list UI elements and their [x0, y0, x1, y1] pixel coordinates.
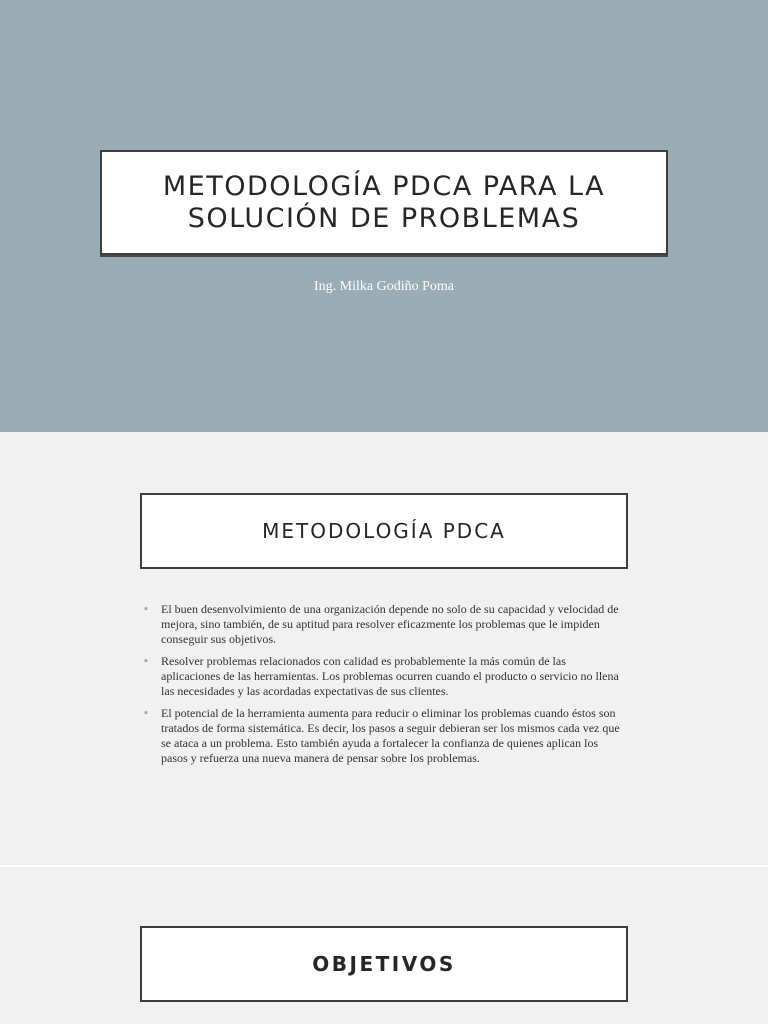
bullet-text: El potencial de la herramienta aumenta para reducir o eliminar los problemas cuando éstos son tratados de forma sistemática. Es decir, los pasos a seguir debieran ser los mismos cada vez que se ataca a un problema. Esto también ayuda a fortalecer la confianza de quienes aplican los pasos y refuerza una nueva manera de pensar sobre los problemas.: [161, 706, 620, 765]
presentation-title: [163, 171, 605, 235]
bullet-item: [144, 706, 624, 766]
bullet-item: [144, 654, 624, 699]
title-line-2: SOLUCIÓN DE PROBLEMAS: [187, 202, 581, 234]
bullet-list: [144, 602, 624, 773]
slide-title-box: [140, 493, 628, 569]
title-box: [100, 150, 668, 255]
presentation-author: Ing. Milka Godiño Poma: [314, 279, 454, 294]
title-line-1: METODOLOGÍA PDCA PARA LA: [162, 170, 606, 202]
bullet-marker-icon: ▪: [144, 707, 148, 719]
content-slide-objetivos: [0, 867, 768, 1024]
content-slide-pdca: [0, 432, 768, 865]
slide-title-box: [140, 926, 628, 1002]
slide-title: OBJETIVOS: [312, 952, 456, 976]
bullet-text: El buen desenvolvimiento de una organización depende no solo de su capacidad y velocidad de mejora, sino también, de su aptitud para resolver eficazmente los problemas que le impiden conseguir sus objetivos.: [161, 602, 619, 646]
bullet-marker-icon: ▪: [144, 603, 148, 615]
bullet-item: [144, 602, 624, 647]
bullet-marker-icon: ▪: [144, 655, 148, 667]
title-slide: [0, 0, 768, 432]
slide-title: METODOLOGÍA PDCA: [262, 519, 506, 543]
bullet-text: Resolver problemas relacionados con calidad es probablemente la más común de las aplicaciones de las herramientas. Los problemas ocurren cuando el producto o servicio no llena las necesidades y las acordadas expectativas de sus clientes.: [161, 654, 619, 698]
